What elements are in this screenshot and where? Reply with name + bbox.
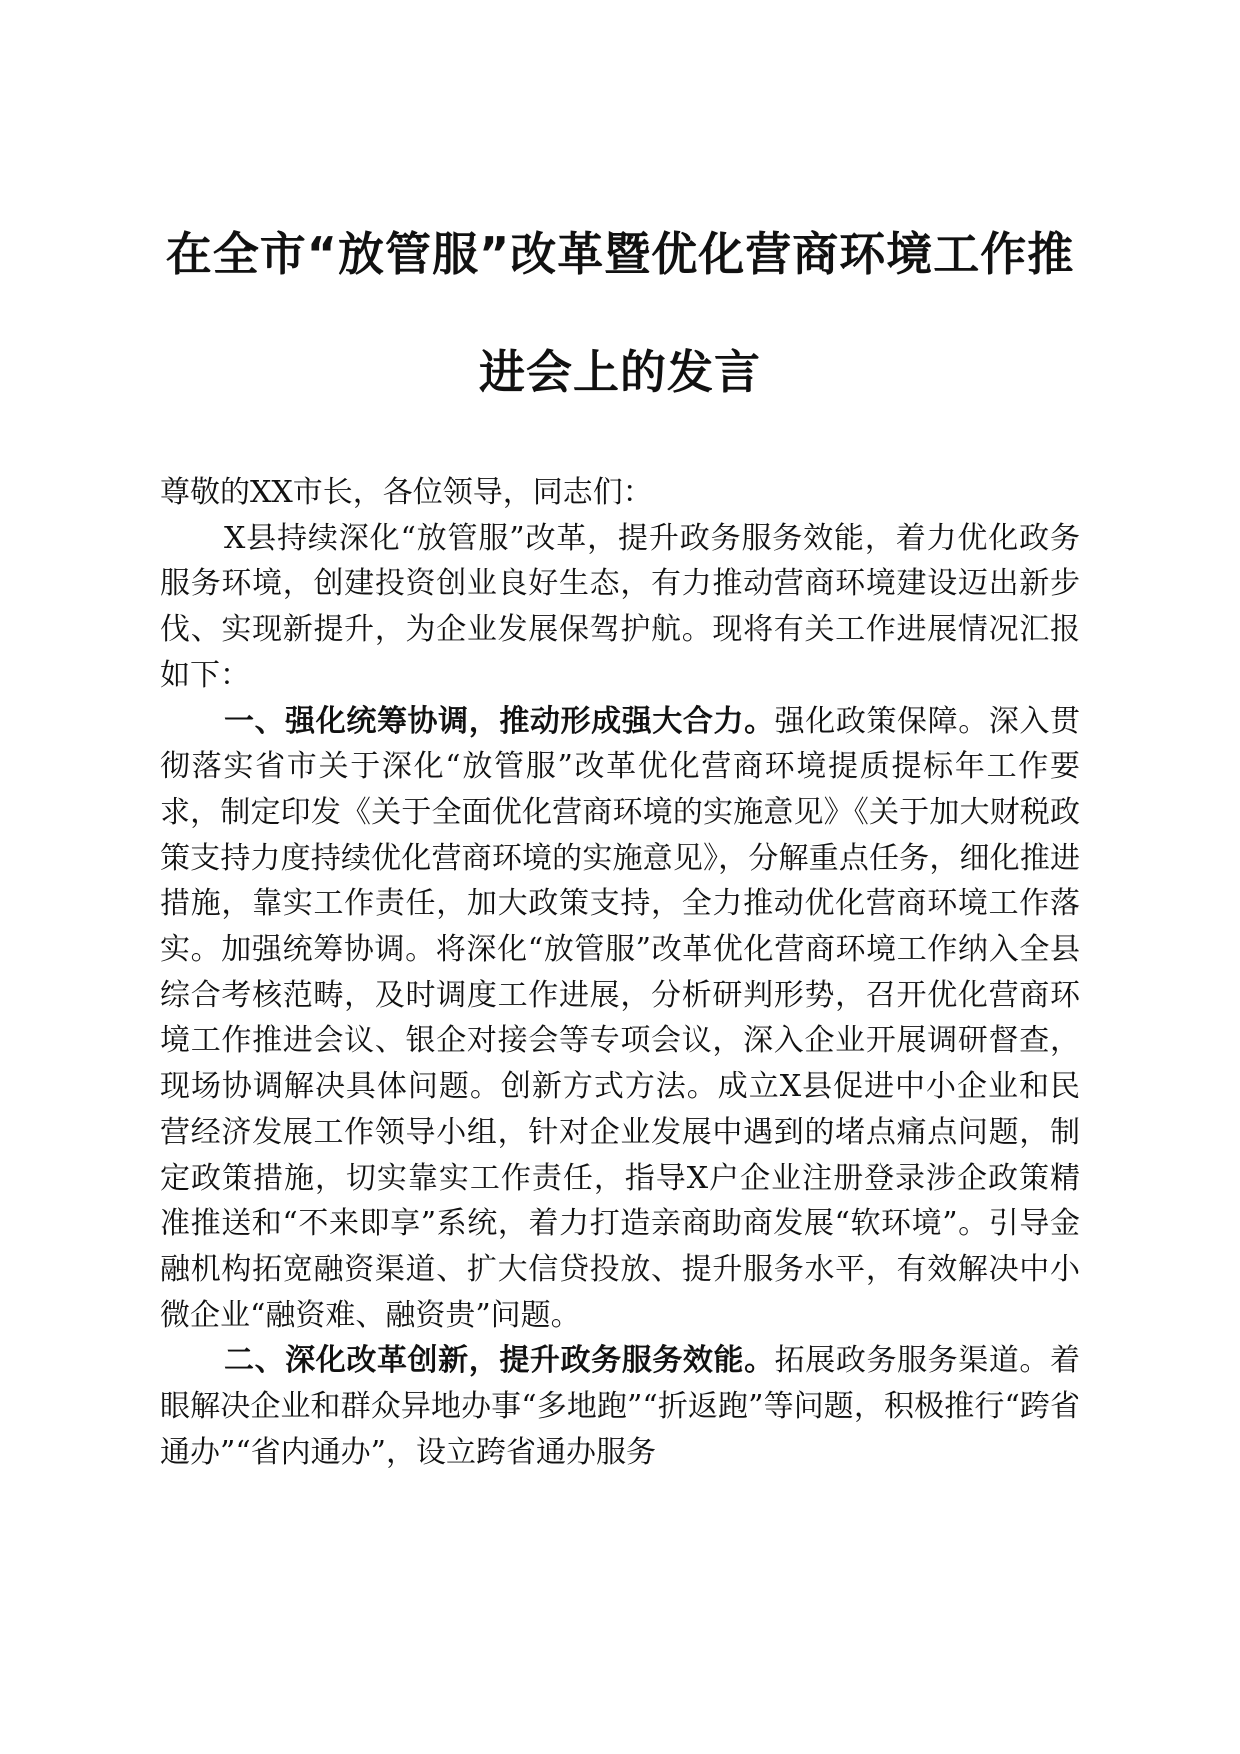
- section-2-heading: 二、深化改革创新，提升政务服务效能。: [224, 1343, 775, 1379]
- salutation: 尊敬的XX市长，各位领导，同志们：: [160, 475, 653, 510]
- section-2-body: 拓展政务服务渠道。着眼解决企业和群众异地办事“多地跑”“折返跑”等问题，积极推行“跨省通办”“省内通办”，设立跨省通办服务: [160, 1343, 1081, 1470]
- document-title-line-2: 进会上的发言: [479, 345, 761, 399]
- intro-paragraph: X县持续深化“放管服”改革，提升政务服务效能，着力优化政务服务环境，创建投资创业良好生态，有力推动营商环境建设迈出新步伐、实现新提升，为企业发展保驾护航。现将有关工作进展情况汇报如下：: [160, 520, 1080, 693]
- section-1-body: 强化政策保障。深入贯彻落实省市关于深化“放管服”改革优化营商环境提质提标年工作要求，制定印发《关于全面优化营商环境的实施意见》《关于加大财税政策支持力度持续优化营商环境的实施意见》，分解重点任务，细化推进措施，靠实工作责任，加大政策支持，全力推动优化营商环境工作落实。加强统筹协调。将深化“放管服”改革优化营商环境工作纳入全县综合考核范畴，及时调度工作进展，分析研判形势，召开优化营商环境工作推进会议、银企对接会等专项会议，深入企业开展调研督查，现场协调解决具体问题。创新方式方法。成立X县促进中小企业和民营经济发展工作领导小组，针对企业发展中遇到的堵点痛点问题，制定政策措施，切实靠实工作责任，指导X户企业注册登录涉企政策精准推送和“不来即享”系统，着力打造亲商助商发展“软环境”。引导金融机构拓宽融资渠道、扩大信贷投放、提升服务水平，有效解决中小微企业“融资难、融资贵”问题。: [160, 703, 1081, 1333]
- section-1-heading: 一、强化统筹协调，推动形成强大合力。: [224, 703, 775, 739]
- section-1-paragraph: [160, 699, 1080, 1339]
- document-body: [160, 470, 1080, 1475]
- section-2-paragraph: [160, 1338, 1080, 1475]
- document-title-line-1: 在全市“放管服”改革暨优化营商环境工作推: [165, 227, 1075, 281]
